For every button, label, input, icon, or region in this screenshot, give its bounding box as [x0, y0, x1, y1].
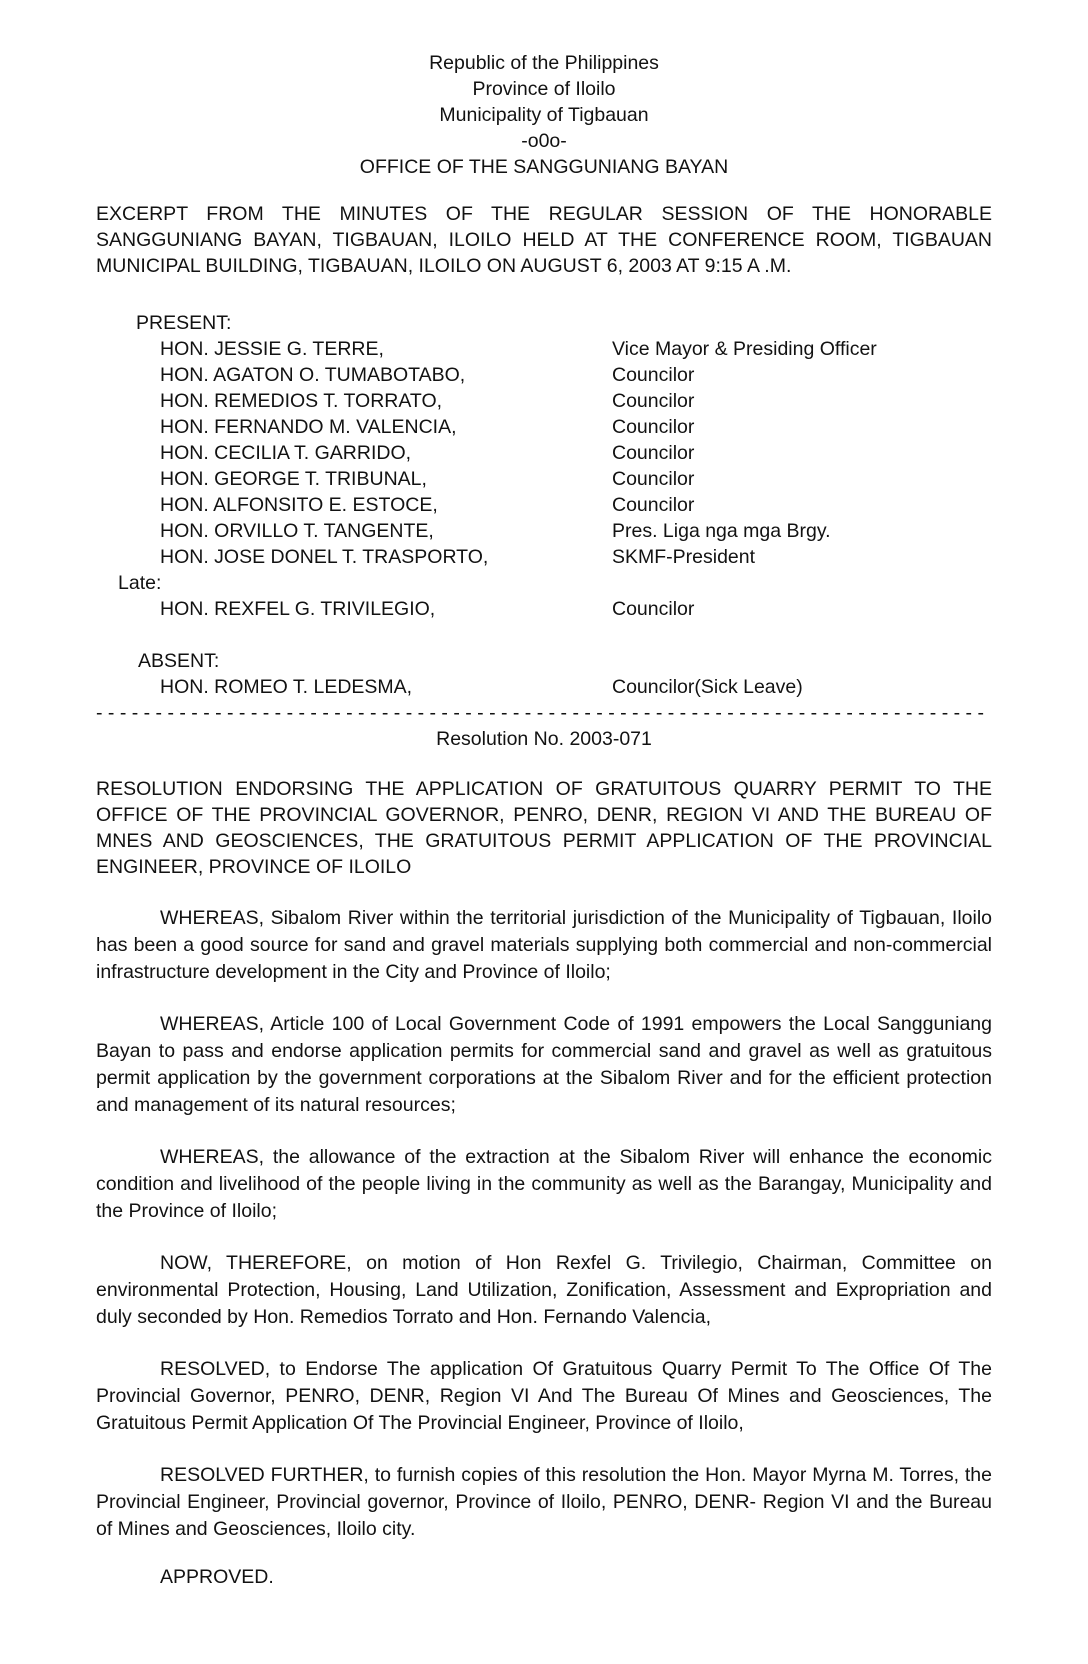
attendee-position: Councilor: [612, 442, 695, 464]
attendee-name: HON. CECILIA T. GARRIDO,: [160, 442, 412, 464]
resolution-number: Resolution No. 2003-071: [436, 728, 652, 750]
now-therefore-paragraph: NOW, THEREFORE, on motion of Hon Rexfel G. Trivilegio, Chairman, Committee on environmental Protection, Housing, Land Utilization, Zonification, Assessment and Expropriation and duly seconded by Hon. Remedios Torrato and Hon. Fernando Valencia,: [96, 1252, 992, 1328]
document-header: [96, 50, 992, 180]
header-line-province: Province of Iloilo: [472, 78, 616, 100]
attendee-name: HON. REXFEL G. TRIVILEGIO,: [160, 598, 436, 620]
header-line-municipality: Municipality of Tigbauan: [439, 104, 649, 126]
attendee-position: Councilor: [612, 468, 695, 490]
resolved-further-paragraph: RESOLVED FURTHER, to furnish copies of this resolution the Hon. Mayor Myrna M. Torres, the Provincial Engineer, Provincial governor, Province of Iloilo, PENRO, DENR- Region VI and the Bureau of Mines and Geosciences, Iloilo city.: [96, 1464, 992, 1540]
attendee-row: [160, 544, 992, 570]
header-line-ornament: -o0o-: [521, 130, 567, 152]
attendee-row: [160, 388, 992, 414]
whereas-paragraph-1: WHEREAS, Sibalom River within the territorial jurisdiction of the Municipality of Tigbauan, Iloilo has been a good source for sand and gravel materials supplying both commercial and non-commercial infrastructure development in the City and Province of Iloilo;: [96, 907, 992, 983]
attendee-name: HON. REMEDIOS T. TORRATO,: [160, 390, 443, 412]
attendee-name: HON. FERNANDO M. VALENCIA,: [160, 416, 457, 438]
attendee-position: Councilor: [612, 416, 695, 438]
late-label: Late:: [118, 572, 162, 594]
attendee-row: [160, 596, 992, 622]
attendee-name: HON. JOSE DONEL T. TRASPORTO,: [160, 546, 489, 568]
attendee-row: [160, 674, 992, 700]
attendee-position: Councilor(Sick Leave): [612, 676, 803, 698]
attendee-position: Pres. Liga nga mga Brgy.: [612, 520, 831, 542]
whereas-paragraph-2: WHEREAS, Article 100 of Local Government Code of 1991 empowers the Local Sangguniang Bayan to pass and endorse application permits for commercial sand and gravel as well as gratuitous permit application by the government corporations at the Sibalom River and for the efficient protection and management of its natural resources;: [96, 1013, 992, 1116]
resolution-title: RESOLUTION ENDORSING THE APPLICATION OF GRATUITOUS QUARRY PERMIT TO THE OFFICE OF THE PROVINCIAL GOVERNOR, PENRO, DENR, REGION VI AND THE BUREAU OF MNES AND GEOSCIENCES, THE GRATUITOUS PERMIT APPLICATION OF THE PROVINCIAL ENGINEER, PROVINCE OF ILOILO: [96, 778, 992, 878]
attendee-name: HON. ORVILLO T. TANGENTE,: [160, 520, 434, 542]
attendee-row: [160, 440, 992, 466]
whereas-paragraph-3: WHEREAS, the allowance of the extraction at the Sibalom River will enhance the economic condition and livelihood of the people living in the community as well as the Barangay, Municipality and the Province of Iloilo;: [96, 1146, 992, 1222]
attendee-name: HON. GEORGE T. TRIBUNAL,: [160, 468, 427, 490]
attendee-row: [160, 362, 992, 388]
dashed-separator: - - - - - - - - - - - - - - - - - - - - - - - - - - - - - - - - - - - - - - - - - - - - - - - - - - - - - - - - - - - - - - - - - - - - - - - - - - -: [96, 702, 984, 724]
attendee-position: Councilor: [612, 598, 695, 620]
attendee-position: SKMF-President: [612, 546, 756, 568]
resolved-paragraph: RESOLVED, to Endorse The application Of Gratuitous Quarry Permit To The Office Of The Provincial Governor, PENRO, DENR, Region VI And The Bureau Of Mines and Geosciences, The Gratuitous Permit Application Of The Provincial Engineer, Province of Iloilo,: [96, 1358, 992, 1434]
absent-label: ABSENT:: [138, 650, 220, 672]
attendee-row: [160, 518, 992, 544]
attendee-name: HON. JESSIE G. TERRE,: [160, 338, 384, 360]
attendee-name: HON. ALFONSITO E. ESTOCE,: [160, 494, 438, 516]
attendee-row: [160, 492, 992, 518]
approved-text: APPROVED.: [160, 1566, 274, 1588]
header-line-office: OFFICE OF THE SANGGUNIANG BAYAN: [359, 156, 729, 178]
excerpt-paragraph: EXCERPT FROM THE MINUTES OF THE REGULAR SESSION OF THE HONORABLE SANGGUNIANG BAYAN, TIGBAUAN, ILOILO HELD AT THE CONFERENCE ROOM, TIGBAUAN MUNICIPAL BUILDING, TIGBAUAN, ILOILO ON AUGUST 6, 2003 AT 9:15 A .M.: [96, 203, 992, 277]
attendee-name: HON. ROMEO T. LEDESMA,: [160, 676, 413, 698]
attendee-position: Vice Mayor & Presiding Officer: [612, 338, 877, 360]
attendee-name: HON. AGATON O. TUMABOTABO,: [160, 364, 466, 386]
attendance-section: [96, 310, 992, 700]
present-label: PRESENT:: [136, 312, 232, 334]
attendee-row: [160, 466, 992, 492]
attendee-position: Councilor: [612, 494, 695, 516]
attendee-row: [160, 336, 992, 362]
attendee-position: Councilor: [612, 390, 695, 412]
attendee-row: [160, 414, 992, 440]
header-line-republic: Republic of the Philippines: [429, 52, 659, 74]
attendee-position: Councilor: [612, 364, 695, 386]
